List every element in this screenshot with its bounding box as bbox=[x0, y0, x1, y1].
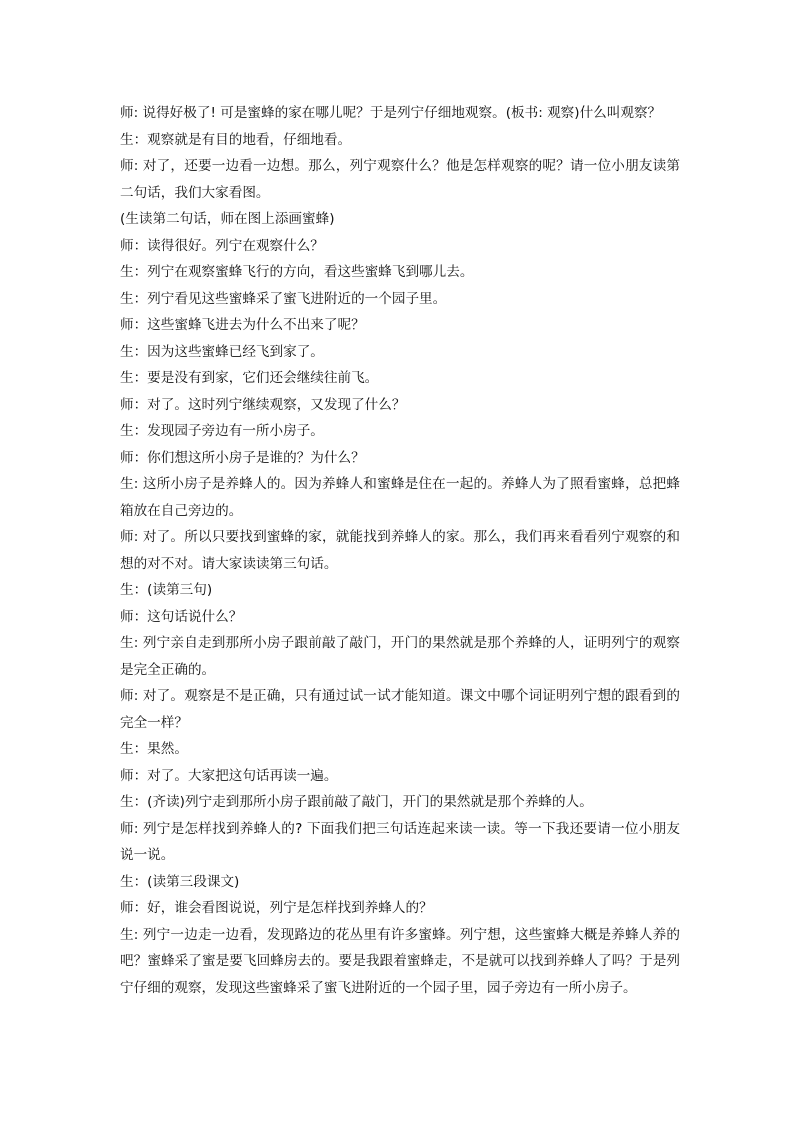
paragraph: 师: 说得好极了! 可是蜜蜂的家在哪儿呢？于是列宁仔细地观察。(板书: 观察)什么叫观察？ bbox=[120, 105, 662, 121]
paragraph: 师：这些蜜蜂飞进去为什么不出来了呢？ bbox=[120, 317, 365, 333]
paragraph: 生: 列宁亲自走到那所小房子跟前敲了敲门，开门的果然就是那个养蜂的人，证明列宁的观察是完全正确的。 bbox=[120, 635, 680, 678]
paragraph: 生：要是没有到家，它们还会继续往前飞。 bbox=[120, 370, 379, 386]
paragraph: 师: 对了。观察是不是正确，只有通过试一试才能知道。课文中哪个词证明列宁想的跟看到的完全一样？ bbox=[120, 688, 680, 731]
paragraph: 师：对了。这时列宁继续观察，又发现了什么？ bbox=[120, 396, 406, 413]
paragraph: 师: 对了，还要一边看一边想。那么，列宁观察什么？他是怎样观察的呢？请一位小朋友读第二句话，我们大家看图。 bbox=[120, 158, 680, 201]
paragraph: 生: 列宁一边走一边看，发现路边的花丛里有许多蜜蜂。列宁想，这些蜜蜂大概是养蜂人养的吧？蜜蜂采了蜜是要飞回蜂房去的。要是我跟着蜜蜂走，不是就可以找到养蜂人了吗？于是列宁仔细的观察，发现这些蜜蜂采了蜜飞进附近的一个园子里，园子旁边有一所小房子。 bbox=[120, 926, 680, 996]
paragraph: 生：因为这些蜜蜂已经飞到家了。 bbox=[120, 343, 324, 360]
paragraph: 生：(齐读)列宁走到那所小房子跟前敲了敲门，开门的果然就是那个养蜂的人。 bbox=[120, 794, 593, 810]
paragraph: (生读第二句话，师在图上添画蜜蜂) bbox=[120, 211, 335, 227]
paragraph: 生：发现园子旁边有一所小房子。 bbox=[120, 423, 324, 439]
paragraph: 生: 这所小房子是养蜂人的。因为养蜂人和蜜蜂是住在一起的。养蜂人为了照看蜜蜂，总把蜂箱放在自己旁边的。 bbox=[120, 476, 680, 519]
paragraph: 师：读得很好。列宁在观察什么？ bbox=[120, 237, 324, 254]
paragraph: 师: 对了。所以只要找到蜜蜂的家，就能找到养蜂人的家。那么，我们再来看看列宁观察的和想的对不对。请大家读读第三句话。 bbox=[120, 529, 680, 572]
paragraph: 生：(读第三段课文) bbox=[120, 873, 240, 890]
lesson-transcript bbox=[120, 100, 680, 1001]
paragraph: 师：好，谁会看图说说，列宁是怎样找到养蜂人的？ bbox=[120, 900, 433, 916]
paragraph: 师：对了。大家把这句话再读一遍。 bbox=[120, 767, 338, 784]
paragraph: 生：列宁看见这些蜜蜂采了蜜飞进附近的一个园子里。 bbox=[120, 290, 447, 307]
paragraph: 生：果然。 bbox=[120, 741, 188, 757]
paragraph: 生：观察就是有目的地看，仔细地看。 bbox=[120, 131, 352, 148]
paragraph: 生：列宁在观察蜜蜂飞行的方向，看这些蜜蜂飞到哪儿去。 bbox=[120, 264, 474, 280]
paragraph: 师：你们想这所小房子是谁的？为什么？ bbox=[120, 449, 365, 466]
paragraph: 生：(读第三句) bbox=[120, 582, 213, 598]
paragraph: 师: 列宁是怎样找到养蜂人的? 下面我们把三句话连起来读一读。等一下我还要请一位小朋友说一说。 bbox=[120, 820, 680, 863]
paragraph: 师：这句话说什么？ bbox=[120, 608, 243, 625]
